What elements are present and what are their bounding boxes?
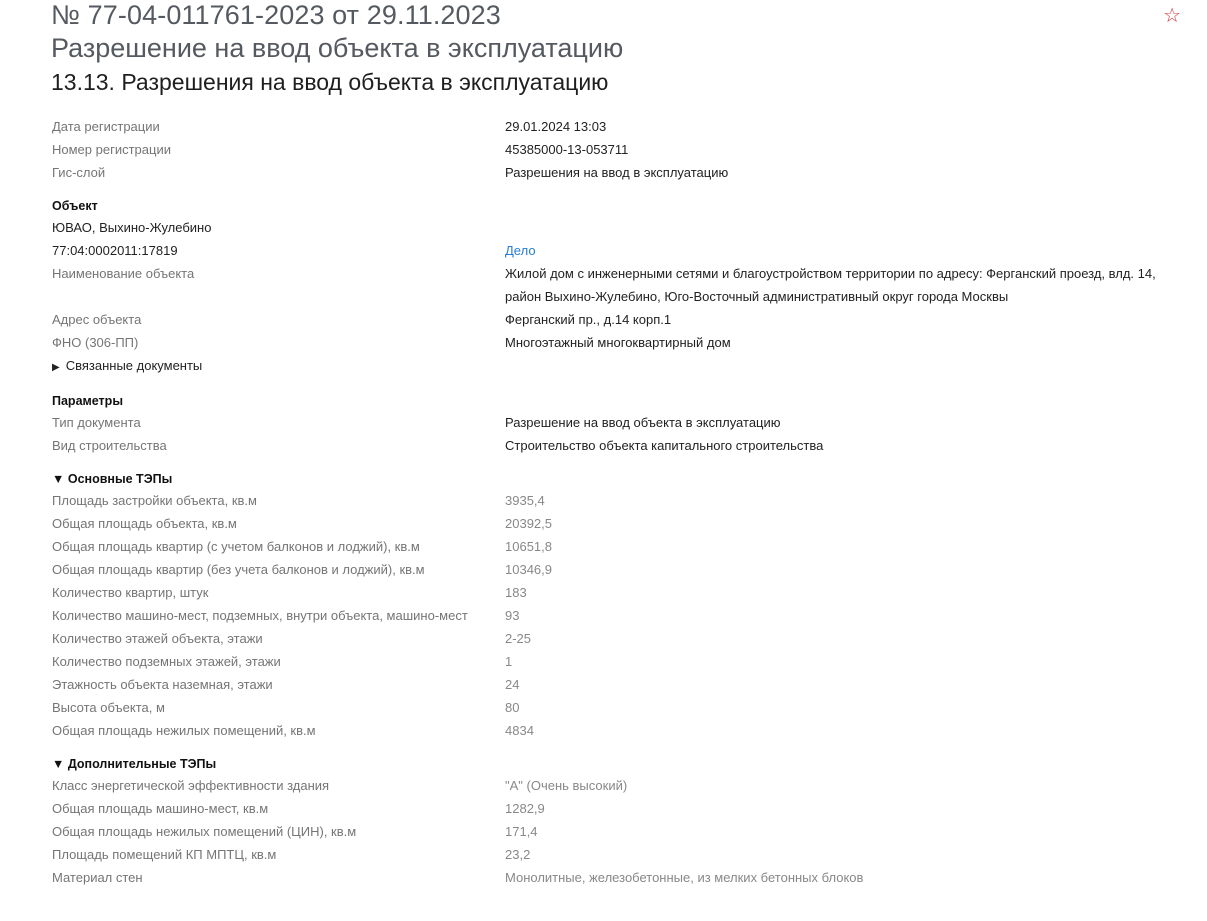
case-link[interactable]: Дело <box>505 243 536 258</box>
params-row <box>52 434 1187 457</box>
tep-value: 23,2 <box>505 847 531 862</box>
params-section <box>52 391 1187 457</box>
gis-layer-label: Гис-слой <box>52 165 106 180</box>
registration-section <box>52 115 1187 184</box>
tep-value: 20392,5 <box>505 516 552 531</box>
tep-label: Общая площадь нежилых помещений (ЦИН), кв.м <box>52 824 357 839</box>
registration-number-label: Номер регистрации <box>52 142 171 157</box>
tep-label: Общая площадь машино-мест, кв.м <box>52 801 269 816</box>
tep-row <box>52 558 1187 581</box>
tep-label: Количество квартир, штук <box>52 585 209 600</box>
tep-label: Общая площадь нежилых помещений, кв.м <box>52 723 316 738</box>
tep-label: Общая площадь квартир (без учета балконов и лоджий), кв.м <box>52 562 425 577</box>
tep-value: 93 <box>505 608 520 623</box>
object-cadastral-number: 77:04:0002011:17819 <box>52 243 178 258</box>
tep-row <box>52 581 1187 604</box>
tep-value: Монолитные, железобетонные, из мелких бетонных блоков <box>505 870 864 885</box>
object-fno-value: Многоэтажный многоквартирный дом <box>505 335 731 350</box>
tep-label: Класс энергетической эффективности здания <box>52 778 330 793</box>
tep-value: 4834 <box>505 723 534 738</box>
tep-label: Площадь застройки объекта, кв.м <box>52 493 257 508</box>
tep-label: Количество подземных этажей, этажи <box>52 654 281 669</box>
tep-label: Площадь помещений КП МПТЦ, кв.м <box>52 847 277 862</box>
main-teps-toggle[interactable] <box>52 469 1187 489</box>
document-category-title: 13.13. Разрешения на ввод объекта в эксплуатацию <box>51 69 609 95</box>
main-teps-section <box>52 469 1187 742</box>
object-name-label: Наименование объекта <box>52 266 195 281</box>
object-section-title: Объект <box>52 199 98 213</box>
tep-row <box>52 843 1187 866</box>
collapse-triangle-icon: ▼ <box>52 757 65 771</box>
registration-date-label: Дата регистрации <box>52 119 160 134</box>
tep-label: Материал стен <box>52 870 143 885</box>
tep-row <box>52 820 1187 843</box>
object-section <box>52 196 1187 379</box>
tep-label: Общая площадь объекта, кв.м <box>52 516 237 531</box>
favorite-star-icon[interactable]: ☆ <box>1163 5 1181 27</box>
tep-row <box>52 535 1187 558</box>
registration-number-value: 45385000-13-053711 <box>505 142 629 157</box>
tep-row <box>52 489 1187 512</box>
expand-triangle-icon: ▶ <box>52 362 60 373</box>
param-label: Тип документа <box>52 415 141 430</box>
tep-label: Количество машино-мест, подземных, внутри объекта, машино-мест <box>52 608 468 623</box>
tep-row <box>52 650 1187 673</box>
param-value: Разрешение на ввод объекта в эксплуатацию <box>505 415 781 430</box>
tep-row <box>52 604 1187 627</box>
gis-layer-value: Разрешения на ввод в эксплуатацию <box>505 165 729 180</box>
tep-value: 171,4 <box>505 824 538 839</box>
collapse-triangle-icon: ▼ <box>52 472 65 486</box>
tep-value: 3935,4 <box>505 493 545 508</box>
tep-row <box>52 512 1187 535</box>
tep-row <box>52 627 1187 650</box>
tep-value: "А" (Очень высокий) <box>505 778 628 793</box>
document-type-title: Разрешение на ввод объекта в эксплуатацию <box>51 33 624 63</box>
object-district: ЮВАО, Выхино-Жулебино <box>52 220 212 235</box>
tep-value: 10651,8 <box>505 539 552 554</box>
params-row <box>52 411 1187 434</box>
tep-row <box>52 797 1187 820</box>
registration-row <box>52 161 1187 184</box>
object-cadastral-row <box>52 239 1187 262</box>
tep-value: 10346,9 <box>505 562 552 577</box>
param-label: Вид строительства <box>52 438 167 453</box>
tep-label: Количество этажей объекта, этажи <box>52 631 263 646</box>
document-number: № 77-04-011761-2023 от 29.11.2023 <box>51 0 501 30</box>
tep-label: Этажность объекта наземная, этажи <box>52 677 273 692</box>
object-fno-label: ФНО (306-ПП) <box>52 335 139 350</box>
tep-label: Высота объекта, м <box>52 700 165 715</box>
tep-row <box>52 719 1187 742</box>
tep-value: 1282,9 <box>505 801 545 816</box>
registration-row <box>52 138 1187 161</box>
object-name-value: Жилой дом с инженерными сетями и благоустройством территории по адресу: Ферганский проезд, влд. 14, район Выхино-Жулебино, Юго-Восточный административный округ города Москвы <box>505 266 1156 304</box>
document-header <box>51 0 1181 98</box>
extra-teps-title: Дополнительные ТЭПы <box>67 757 217 771</box>
tep-row <box>52 866 1187 889</box>
tep-value: 2-25 <box>505 631 532 646</box>
object-address-value: Ферганский пр., д.14 корп.1 <box>505 312 672 327</box>
related-documents-toggle[interactable] <box>52 354 1187 379</box>
params-section-title: Параметры <box>52 394 123 408</box>
tep-row <box>52 774 1187 797</box>
object-name-row <box>52 262 1187 308</box>
tep-label: Общая площадь квартир (с учетом балконов и лоджий), кв.м <box>52 539 420 554</box>
object-fno-row <box>52 331 1187 354</box>
param-value: Строительство объекта капитального строительства <box>505 438 824 453</box>
tep-value: 80 <box>505 700 520 715</box>
registration-date-value: 29.01.2024 13:03 <box>505 119 607 134</box>
related-documents-label: Связанные документы <box>65 358 203 373</box>
tep-value: 24 <box>505 677 520 692</box>
object-address-row <box>52 308 1187 331</box>
tep-row <box>52 673 1187 696</box>
tep-row <box>52 696 1187 719</box>
object-address-label: Адрес объекта <box>52 312 142 327</box>
extra-teps-section <box>52 754 1187 889</box>
main-teps-title: Основные ТЭПы <box>67 472 173 486</box>
tep-value: 1 <box>505 654 513 669</box>
document-content <box>52 115 1187 889</box>
extra-teps-toggle[interactable] <box>52 754 1187 774</box>
tep-value: 183 <box>505 585 527 600</box>
registration-row <box>52 115 1187 138</box>
